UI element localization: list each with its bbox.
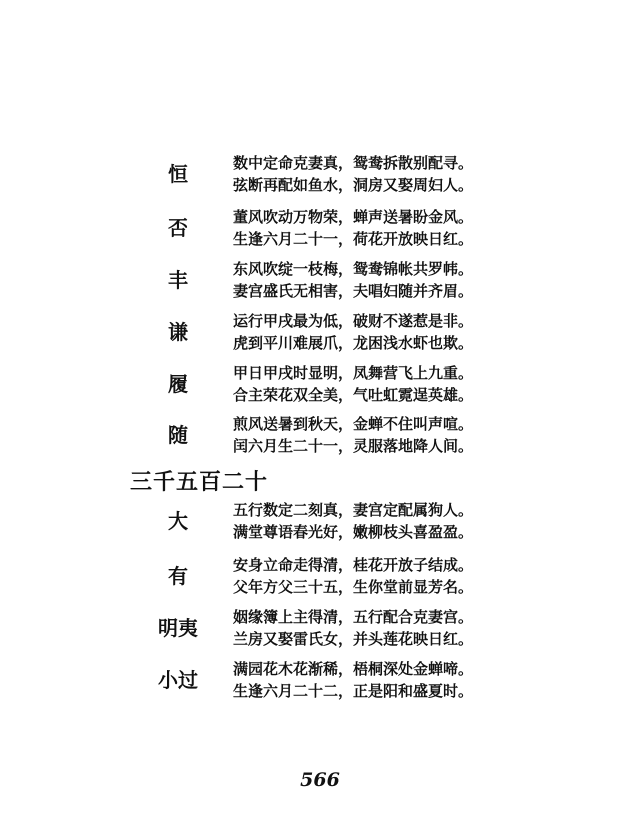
verse-line: 兰房又娶雷氏女，并头莲花映日红。 <box>233 630 474 648</box>
entry-verses <box>233 362 633 406</box>
entry-label: 履 <box>168 372 188 396</box>
entry-label: 大 <box>168 509 188 533</box>
entry-label: 恒 <box>168 162 188 186</box>
verse-line: 东风吹绽一枝梅，鸳鸯锦帐共罗帏。 <box>233 260 474 278</box>
verse-line: 妻宫盛氏无相害，夫唱妇随并齐眉。 <box>233 282 474 300</box>
verse-line: 煎风送暑到秋天，金蝉不住叫声喧。 <box>233 415 474 433</box>
verse-line: 满堂尊语春光好，嫩柳枝头喜盈盈。 <box>233 523 474 541</box>
verse-line: 虎到平川难展爪，龙困浅水虾也欺。 <box>233 334 474 352</box>
verse-line: 甲日甲戌时显明，凤舞营飞上九重。 <box>233 364 474 382</box>
entry-label: 小过 <box>158 668 198 692</box>
verse-line: 五行数定二刻真，妻宫定配属狗人。 <box>233 501 474 519</box>
entry-label: 否 <box>168 216 188 240</box>
entry-verses <box>233 658 633 702</box>
entry-verses <box>233 152 633 196</box>
verse-line: 运行甲戌最为低，破财不遂惹是非。 <box>233 312 474 330</box>
entry-verses <box>233 606 633 650</box>
entry-verses <box>233 310 633 354</box>
entry-verses <box>233 258 633 302</box>
entry-label: 随 <box>168 423 188 447</box>
verse-line: 满园花木花渐稀，梧桐深处金蝉啼。 <box>233 660 474 678</box>
entry-verses <box>233 554 633 598</box>
entry-label: 丰 <box>168 268 188 292</box>
entry-verses <box>233 413 633 457</box>
verse-line: 闰六月生二十一，灵服落地降人间。 <box>233 437 474 455</box>
page-number: 566 <box>300 769 340 791</box>
section-heading: 三千五百二十 <box>130 469 269 495</box>
entry-verses <box>233 499 633 543</box>
verse-line: 董风吹动万物荣，蝉声送暑盼金风。 <box>233 208 474 226</box>
verse-line: 合主荣花双全美，气吐虹霓逞英雄。 <box>233 386 474 404</box>
entry-label: 有 <box>168 564 188 588</box>
entry-label: 谦 <box>168 320 188 344</box>
verse-line: 数中定命克妻真，鸳鸯拆散别配寻。 <box>233 154 474 172</box>
verse-line: 生逢六月二十一，荷花开放映日红。 <box>233 230 474 248</box>
entry-verses <box>233 206 633 250</box>
verse-line: 姻缘簿上主得清，五行配合克妻宫。 <box>233 608 474 626</box>
verse-line: 生逢六月二十二，正是阳和盛夏时。 <box>233 682 474 700</box>
verse-line: 弦断再配如鱼水，洞房又娶周妇人。 <box>233 176 474 194</box>
verse-line: 父年方父三十五，生你堂前显芳名。 <box>233 578 474 596</box>
verse-line: 安身立命走得清，桂花开放子结成。 <box>233 556 474 574</box>
entry-label: 明夷 <box>158 616 198 640</box>
